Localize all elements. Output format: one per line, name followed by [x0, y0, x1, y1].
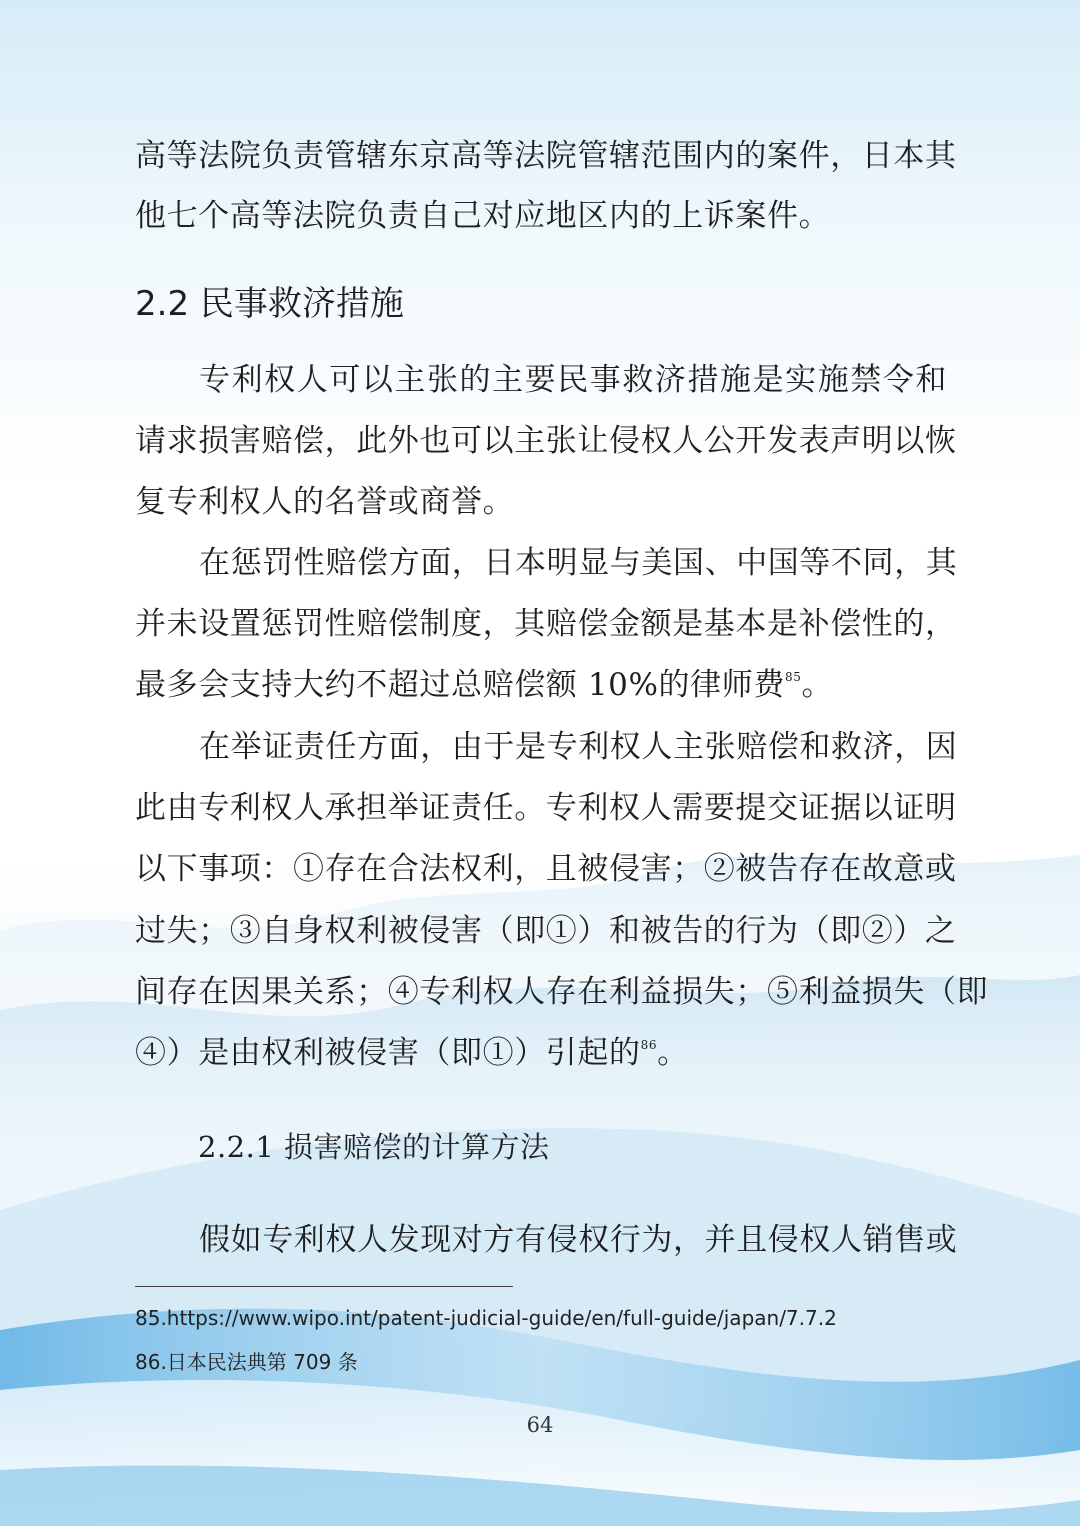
paragraph-end: 。 [657, 1035, 689, 1071]
page-number: 64 [526, 1413, 554, 1437]
footnote-86: 86.日本民法典第 709 条 [135, 1350, 358, 1374]
footnote-ref[interactable]: 86 [640, 1038, 658, 1052]
paragraph-line-with-footnote [135, 1033, 947, 1073]
paragraph-line-with-footnote [135, 665, 947, 705]
paragraph-text: 最多会支持大约不超过总赔偿额 10%的律师费 [135, 667, 785, 703]
paragraph-end: 。 [801, 667, 834, 703]
paragraph-line: 在惩罚性赔偿方面，日本明显与美国、中国等不同，其 [199, 545, 958, 581]
paragraph-line: 假如专利权人发现对方有侵权行为，并且侵权人销售或 [199, 1222, 958, 1258]
subsection-heading: 2.2.1 损害赔偿的计算方法 [198, 1130, 550, 1164]
paragraph-line: 此由专利权人承担举证责任。专利权人需要提交证据以证明 [135, 790, 957, 826]
paragraph-line: 过失；③自身权利被侵害（即①）和被告的行为（即②）之 [135, 913, 957, 949]
footnote-ref[interactable]: 85 [784, 670, 802, 684]
paragraph-line: 高等法院负责管辖东京高等法院管辖范围内的案件，日本其 [135, 138, 957, 174]
footnote-divider [135, 1286, 513, 1287]
paragraph-line: 请求损害赔偿，此外也可以主张让侵权人公开发表声明以恢 [135, 423, 957, 459]
paragraph-line: 专利权人可以主张的主要民事救济措施是实施禁令和 [199, 362, 947, 398]
paragraph-line: 间存在因果关系；④专利权人存在利益损失；⑤利益损失（即 [135, 974, 989, 1010]
paragraph-line: 在举证责任方面，由于是专利权人主张赔偿和救济，因 [199, 729, 958, 765]
paragraph-line: 复专利权人的名誉或商誉。 [135, 484, 515, 520]
paragraph-line: 并未设置惩罚性赔偿制度，其赔偿金额是基本是补偿性的， [135, 606, 957, 642]
paragraph-text: ④）是由权利被侵害（即①）引起的 [135, 1035, 641, 1071]
footnote-85[interactable]: 85.https://www.wipo.int/patent-judicial-guide/en/full-guide/japan/7.7.2 [135, 1306, 837, 1330]
paragraph-line: 他七个高等法院负责自己对应地区内的上诉案件。 [135, 198, 831, 234]
paragraph-line: 以下事项：①存在合法权利，且被侵害；②被告存在故意或 [135, 851, 957, 887]
section-heading: 2.2 民事救济措施 [135, 284, 404, 324]
